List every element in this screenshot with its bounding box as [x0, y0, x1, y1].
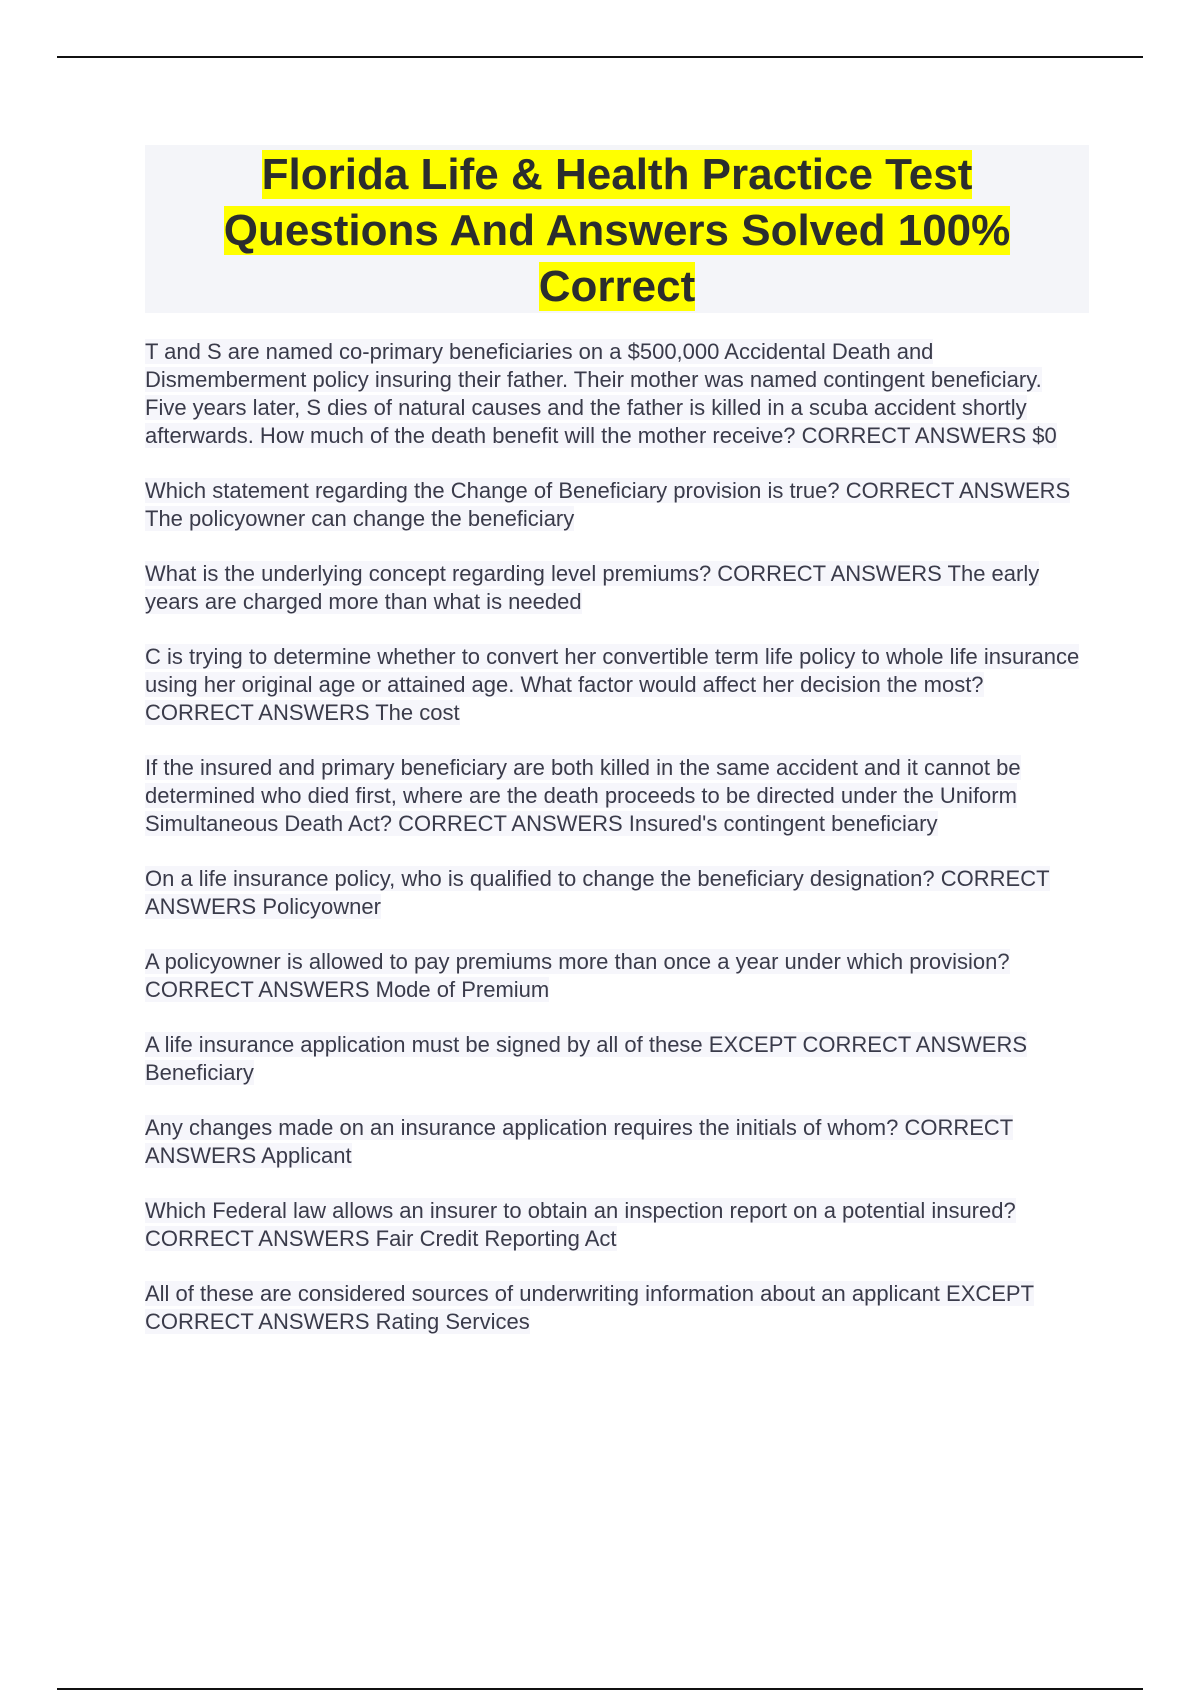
qa-text: A life insurance application must be signed by all of these EXCEPT CORRECT ANSWERS Beneficiary — [145, 1032, 1028, 1085]
title-line: Correct — [538, 262, 696, 311]
title-block — [145, 145, 1089, 313]
qa-item — [145, 1280, 1085, 1336]
qa-text: All of these are considered sources of underwriting information about an applicant EXCEPT CORRECT ANSWERS Rating Services — [145, 1281, 1035, 1334]
qa-item — [145, 1031, 1085, 1087]
qa-text: Any changes made on an insurance application requires the initials of whom? CORRECT ANSWERS Applicant — [145, 1115, 1014, 1168]
qa-text: Which statement regarding the Change of Beneficiary provision is true? CORRECT ANSWERS The policyowner can change the beneficiary — [145, 478, 1071, 531]
qa-text: If the insured and primary beneficiary are both killed in the same accident and it cannot be determined who died first, where are the death proceeds to be directed under the Uniform Simultaneous Death Act? CORRECT ANSWERS Insured's contingent beneficiary — [145, 755, 1021, 836]
qa-list — [145, 338, 1085, 1363]
qa-item — [145, 754, 1085, 838]
title-line: Florida Life & Health Practice Test — [261, 150, 973, 199]
document-title — [145, 145, 1089, 315]
bottom-rule — [57, 1688, 1143, 1690]
top-rule — [57, 56, 1143, 58]
qa-item — [145, 1114, 1085, 1170]
qa-text: T and S are named co-primary beneficiaries on a $500,000 Accidental Death and Dismemberment policy insuring their father. Their mother was named contingent beneficiary. Five years later, S dies of natural causes and the father is killed in a scuba accident shortly afterwards. How much of the death benefit will the mother receive? CORRECT ANSWERS $0 — [145, 339, 1057, 448]
qa-item — [145, 865, 1085, 921]
qa-item — [145, 1197, 1085, 1253]
qa-item — [145, 338, 1085, 450]
qa-text: Which Federal law allows an insurer to obtain an inspection report on a potential insured? CORRECT ANSWERS Fair Credit Reporting Act — [145, 1198, 1016, 1251]
title-line: Questions And Answers Solved 100% — [223, 206, 1011, 255]
qa-item — [145, 643, 1085, 727]
qa-text: On a life insurance policy, who is qualified to change the beneficiary designation? CORRECT ANSWERS Policyowner — [145, 866, 1050, 919]
qa-text: C is trying to determine whether to convert her convertible term life policy to whole life insurance using her original age or attained age. What factor would affect her decision the most? CORRECT ANSWERS The cost — [145, 644, 1080, 725]
qa-text: A policyowner is allowed to pay premiums more than once a year under which provision? CORRECT ANSWERS Mode of Premium — [145, 949, 1010, 1002]
qa-item — [145, 560, 1085, 616]
qa-item — [145, 477, 1085, 533]
qa-item — [145, 948, 1085, 1004]
qa-text: What is the underlying concept regarding level premiums? CORRECT ANSWERS The early years are charged more than what is needed — [145, 561, 1040, 614]
